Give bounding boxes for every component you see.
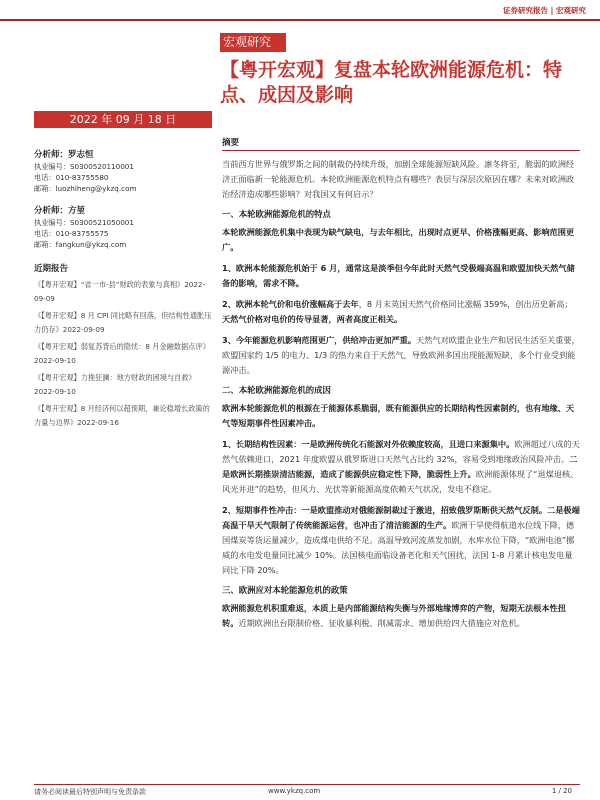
analyst-card — [34, 148, 212, 194]
point-2-tail: 天然气价格对电价的传导显著，两者高度正相关。 — [222, 314, 403, 324]
recent-report-link[interactable]: 《【粤开宏观】力挽狂澜：地方财政的困境与自救》2022-09-10 — [34, 373, 196, 396]
report-title: 【粤开宏观】复盘本轮欧洲能源危机：特点、成因及影响 — [220, 59, 563, 106]
policy-lead-bold: 欧洲能源危机积重难返，本质上是内部能源结构失衡与外部地缘博弈的产物，短期无法根本性扭转。 — [222, 603, 566, 628]
report-type-label: 证券研究报告 | 宏观研究 — [503, 6, 586, 15]
analyst-phone: 电话：010-83755580 — [34, 173, 109, 182]
abstract-intro: 当前西方世界与俄罗斯之间的制裁仍持续升级，加剧全球能源短缺风险。凛冬将至，脆弱的欧洲经济正面临新一轮能源危机。本轮欧洲能源危机特点有哪些？表层与深层次原因在哪？未来对欧洲政治经济造成哪些影响？对我国又有何启示？ — [222, 159, 575, 199]
report-date: 2022 年 09 月 18 日 — [34, 111, 212, 128]
cause-2-bold: 2、短期事件性冲击：一是欧盟推动对俄能源制裁过于激进，招致俄罗斯断供天然气反制。二是极端高温干旱天气限制了传统能源运营，也冲击了清洁能源的生产。 — [222, 505, 580, 530]
point-2-bold: 2、欧洲本轮气价和电价涨幅高于去年 — [222, 299, 359, 309]
section-lead: 本轮欧洲能源危机集中表现为缺气缺电，与去年相比，出现时点更早、价格涨幅更高、影响范围更广。 — [222, 227, 575, 252]
footer-disclaimer: 请务必阅读最后特别声明与免责条款 — [34, 788, 146, 796]
analyst-name: 分析师：方堃 — [34, 206, 86, 216]
abstract-body — [222, 136, 580, 637]
analyst-email[interactable]: 邮箱：fangkun@ykzq.com — [34, 240, 127, 249]
cause-1 — [222, 437, 580, 497]
footer-rule — [34, 784, 580, 785]
analyst-card — [34, 204, 212, 250]
cause-1-bold: 1、长期结构性因素：一是欧洲传统化石能源对外依赖度较高，且进口来源集中。 — [222, 439, 515, 449]
section-title-policies: 三、欧洲应对本轮能源危机的政策 — [222, 585, 348, 595]
point-1: 1、欧洲本轮能源危机始于 6 月，通常这是淡季但今年此时天然气受极端高温和欧盟加快天然气储备的影响，需求不降。 — [222, 263, 575, 288]
cause-2 — [222, 503, 580, 578]
sidebar — [34, 148, 212, 433]
category-tag: 宏观研究 — [220, 33, 286, 52]
footer-website[interactable]: www.ykzq.com — [268, 787, 321, 795]
recent-report-link[interactable]: 《【粤开宏观】“省一市-县”财政的表象与真相》2022-09-09 — [34, 280, 206, 303]
abstract-heading: 摘要 — [222, 136, 580, 151]
recent-report-link[interactable]: 《【粤开宏观】8 月经济何以超预期，兼论稳增长政策的力量与边界》2022-09-16 — [34, 404, 210, 427]
point-3-bold: 3、今年能源危机影响范围更广，供给冲击更加严重。 — [222, 335, 417, 345]
recent-report-link[interactable]: 《【粤开宏观】8 月 CPI 同比略有回落，但结构性通胀压力仍存》2022-09-09 — [34, 311, 212, 334]
policy-lead-text: 近期欧洲出台限制价格、征收暴利税、削减需求、增加供给四大措施应对危机。 — [238, 618, 525, 628]
analyst-name: 分析师：罗志恒 — [34, 150, 94, 160]
cause-2-text: 欧洲干旱使得航道水位线下降，德国煤炭等货运量减少，造成煤电供给不足。高温导致河流蒸发加剧，水库水位下降，“欧洲电池”挪威的水电发电量同比减少 10%。法国核电面临设备老化和天气困扰，法国 1-8 月累计核电发电量同比下降 20%。 — [222, 520, 575, 575]
cause-1-bold-2: 二是欧洲长期推崇清洁能源，造成了能源供应稳定性下降，脆弱性上升。 — [222, 454, 578, 479]
analyst-phone: 电话：010-83755575 — [34, 229, 109, 238]
policy-lead — [222, 601, 580, 631]
header-rule — [0, 19, 600, 21]
section-lead: 欧洲本轮能源危机的根源在于能源体系脆弱，既有能源供应的长期结构性因素制约，也有地缘、天气等短期事件性因素冲击。 — [222, 403, 575, 428]
analyst-cert: 执业编号：S0300521050001 — [34, 218, 134, 227]
point-2-text: ，8 月末英国天然气价格同比涨幅 359%，创出历史新高； — [358, 299, 573, 309]
point-2 — [222, 297, 580, 327]
page-number: 1 / 20 — [551, 787, 572, 795]
cause-1-text: 欧洲超过八成的天然气依赖进口，2021 年度欧盟从俄罗斯进口天然气占比约 32%，容易受到地缘政治风险冲击。 — [222, 439, 580, 464]
section-title-features: 一、本轮欧洲能源危机的特点 — [222, 209, 331, 219]
recent-reports-title: 近期报告 — [34, 264, 69, 274]
recent-report-link[interactable]: 《【粤开宏观】弱复苏背后的隐忧：8 月金融数据点评》2022-09-10 — [34, 342, 210, 365]
point-3-text: 天然气对欧盟企业生产和居民生活至关重要，欧盟国家约 1/5 的电力、1/3 的热力来自于天然气，导致欧洲多国出现能源短缺，多个行业受到能源冲击。 — [222, 335, 580, 375]
cause-1-text-2: 欧洲能源体现了“退煤退核、风光并进”的趋势，但风力、光伏等新能源高度依赖天气状况，发电不稳定。 — [222, 469, 579, 494]
point-3 — [222, 333, 580, 378]
analyst-cert: 执业编号：S0300520110001 — [34, 162, 134, 171]
analyst-email[interactable]: 邮箱：luozhiheng@ykzq.com — [34, 184, 137, 193]
section-title-causes: 二、本轮欧洲能源危机的成因 — [222, 385, 331, 395]
